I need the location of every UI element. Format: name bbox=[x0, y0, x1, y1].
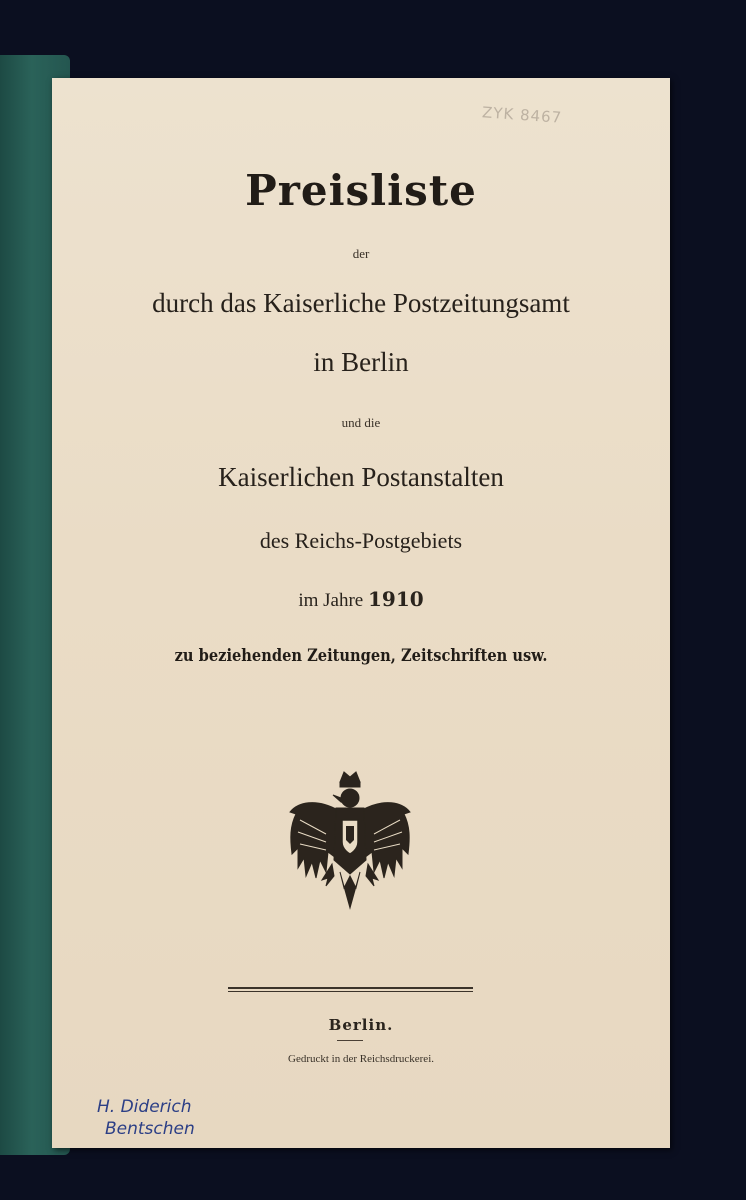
text-zeitungen: zu beziehenden Zeitungen, Zeitschriften usw. bbox=[174, 646, 548, 666]
divider-rule bbox=[228, 987, 473, 989]
pencil-inventory-note: ZYK 8467 bbox=[481, 103, 563, 127]
text-reichs-postgebiet: des Reichs-Postgebiets bbox=[259, 528, 463, 553]
text-im-jahre: im Jahre bbox=[298, 590, 364, 611]
imperial-eagle-icon bbox=[286, 768, 414, 916]
text-year-line bbox=[52, 587, 670, 612]
signature-name: H. Diderich bbox=[97, 1097, 192, 1117]
text-city: in Berlin bbox=[313, 347, 409, 377]
text-postanstalten: Kaiserlichen Postanstalten bbox=[218, 462, 504, 492]
title-page bbox=[52, 78, 670, 1148]
imprint-city: Berlin. bbox=[328, 1016, 394, 1034]
imprint-printer: Gedruckt in der Reichsdruckerei. bbox=[288, 1053, 434, 1065]
text-und-die: und die bbox=[341, 415, 381, 430]
handwritten-signature bbox=[97, 1096, 195, 1140]
page-title: Preisliste bbox=[245, 166, 477, 215]
signature-place: Bentschen bbox=[105, 1119, 195, 1139]
text-year: 1910 bbox=[367, 587, 424, 611]
text-der: der bbox=[352, 246, 370, 261]
divider-rule-thin bbox=[228, 991, 473, 992]
imprint-rule bbox=[337, 1040, 363, 1041]
text-office: durch das Kaiserliche Postzeitungsamt bbox=[152, 288, 570, 318]
